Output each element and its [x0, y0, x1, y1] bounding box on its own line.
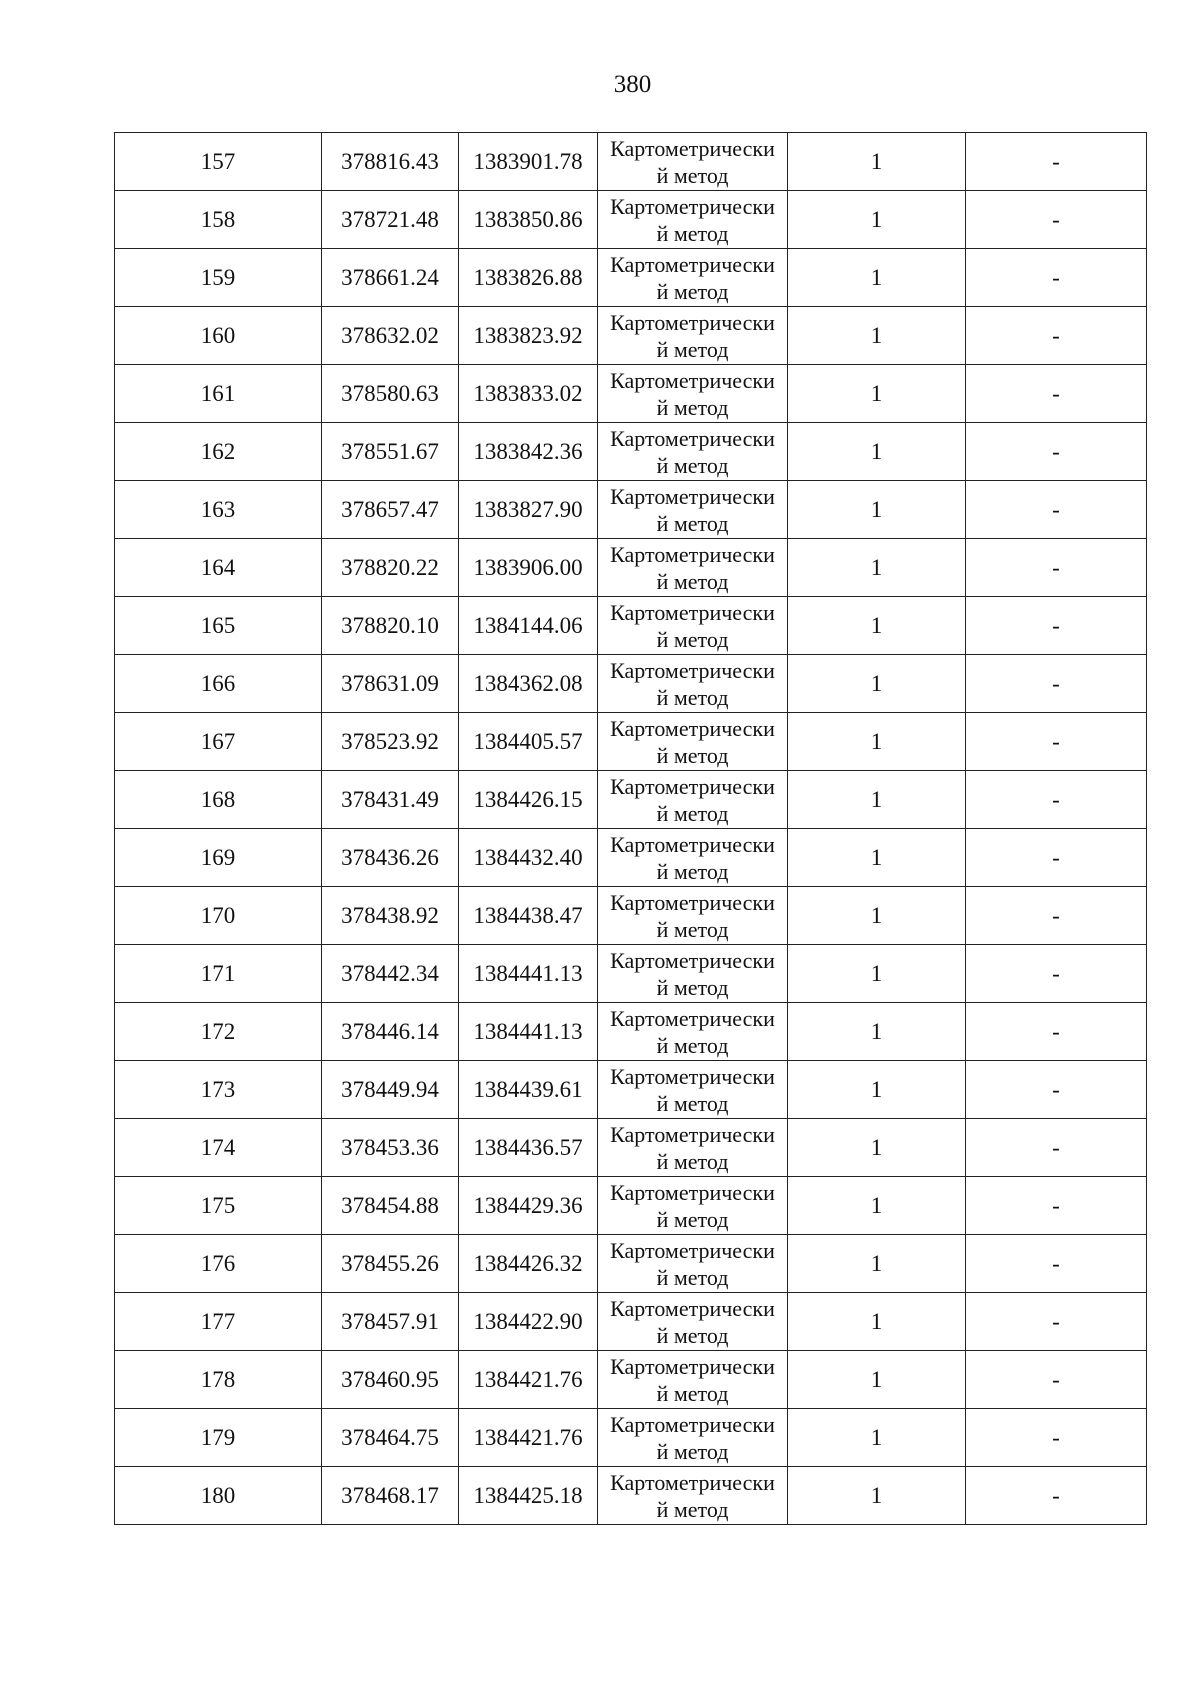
point-number-cell: 158: [115, 191, 322, 249]
point-number-cell: 173: [115, 1061, 322, 1119]
method-cell: Картометрически й метод: [598, 1467, 788, 1525]
method-cell: Картометрически й метод: [598, 1119, 788, 1177]
method-cell: Картометрически й метод: [598, 713, 788, 771]
table-row: [115, 1119, 1147, 1177]
x-coordinate-cell: 378464.75: [322, 1409, 459, 1467]
y-coordinate-cell: 1384144.06: [459, 597, 598, 655]
note-cell: -: [966, 539, 1147, 597]
x-coordinate-cell: 378551.67: [322, 423, 459, 481]
method-cell: Картометрически й метод: [598, 1235, 788, 1293]
y-coordinate-cell: 1383901.78: [459, 133, 598, 191]
point-number-cell: 160: [115, 307, 322, 365]
table-row: [115, 1061, 1147, 1119]
method-cell: Картометрически й метод: [598, 597, 788, 655]
table-row: [115, 945, 1147, 1003]
note-cell: -: [966, 771, 1147, 829]
note-cell: -: [966, 1409, 1147, 1467]
point-number-cell: 168: [115, 771, 322, 829]
x-coordinate-cell: 378721.48: [322, 191, 459, 249]
method-cell: Картометрически й метод: [598, 423, 788, 481]
table-row: [115, 249, 1147, 307]
note-cell: -: [966, 365, 1147, 423]
y-coordinate-cell: 1384441.13: [459, 945, 598, 1003]
table-row: [115, 307, 1147, 365]
table-row: [115, 597, 1147, 655]
table-body: [115, 133, 1147, 1525]
table-row: [115, 133, 1147, 191]
accuracy-cell: 1: [788, 655, 966, 713]
accuracy-cell: 1: [788, 887, 966, 945]
accuracy-cell: 1: [788, 945, 966, 1003]
table-row: [115, 887, 1147, 945]
x-coordinate-cell: 378442.34: [322, 945, 459, 1003]
coordinates-table: [114, 132, 1147, 1525]
y-coordinate-cell: 1384438.47: [459, 887, 598, 945]
note-cell: -: [966, 481, 1147, 539]
method-cell: Картометрически й метод: [598, 655, 788, 713]
page-number: 380: [613, 71, 652, 98]
point-number-cell: 162: [115, 423, 322, 481]
accuracy-cell: 1: [788, 1177, 966, 1235]
accuracy-cell: 1: [788, 423, 966, 481]
table-row: [115, 1467, 1147, 1525]
y-coordinate-cell: 1383823.92: [459, 307, 598, 365]
note-cell: -: [966, 1003, 1147, 1061]
method-cell: Картометрически й метод: [598, 771, 788, 829]
accuracy-cell: 1: [788, 1467, 966, 1525]
point-number-cell: 179: [115, 1409, 322, 1467]
method-cell: Картометрически й метод: [598, 1177, 788, 1235]
x-coordinate-cell: 378457.91: [322, 1293, 459, 1351]
x-coordinate-cell: 378438.92: [322, 887, 459, 945]
point-number-cell: 177: [115, 1293, 322, 1351]
accuracy-cell: 1: [788, 1351, 966, 1409]
y-coordinate-cell: 1384426.15: [459, 771, 598, 829]
method-cell: Картометрически й метод: [598, 191, 788, 249]
method-cell: Картометрически й метод: [598, 1293, 788, 1351]
point-number-cell: 170: [115, 887, 322, 945]
y-coordinate-cell: 1384405.57: [459, 713, 598, 771]
x-coordinate-cell: 378820.10: [322, 597, 459, 655]
accuracy-cell: 1: [788, 1293, 966, 1351]
y-coordinate-cell: 1383850.86: [459, 191, 598, 249]
x-coordinate-cell: 378431.49: [322, 771, 459, 829]
method-cell: Картометрически й метод: [598, 249, 788, 307]
point-number-cell: 161: [115, 365, 322, 423]
accuracy-cell: 1: [788, 1061, 966, 1119]
table-row: [115, 191, 1147, 249]
point-number-cell: 157: [115, 133, 322, 191]
note-cell: -: [966, 1235, 1147, 1293]
note-cell: -: [966, 133, 1147, 191]
accuracy-cell: 1: [788, 133, 966, 191]
method-cell: Картометрически й метод: [598, 829, 788, 887]
note-cell: -: [966, 307, 1147, 365]
x-coordinate-cell: 378455.26: [322, 1235, 459, 1293]
y-coordinate-cell: 1384439.61: [459, 1061, 598, 1119]
accuracy-cell: 1: [788, 829, 966, 887]
method-cell: Картометрически й метод: [598, 133, 788, 191]
accuracy-cell: 1: [788, 1235, 966, 1293]
y-coordinate-cell: 1383833.02: [459, 365, 598, 423]
point-number-cell: 176: [115, 1235, 322, 1293]
note-cell: -: [966, 1177, 1147, 1235]
table-row: [115, 713, 1147, 771]
x-coordinate-cell: 378632.02: [322, 307, 459, 365]
x-coordinate-cell: 378820.22: [322, 539, 459, 597]
table-row: [115, 1409, 1147, 1467]
table-row: [115, 1293, 1147, 1351]
point-number-cell: 171: [115, 945, 322, 1003]
point-number-cell: 163: [115, 481, 322, 539]
method-cell: Картометрически й метод: [598, 945, 788, 1003]
method-cell: Картометрически й метод: [598, 1061, 788, 1119]
method-cell: Картометрически й метод: [598, 539, 788, 597]
table-row: [115, 365, 1147, 423]
note-cell: -: [966, 945, 1147, 1003]
method-cell: Картометрически й метод: [598, 365, 788, 423]
table-row: [115, 1003, 1147, 1061]
note-cell: -: [966, 249, 1147, 307]
note-cell: -: [966, 191, 1147, 249]
y-coordinate-cell: 1383842.36: [459, 423, 598, 481]
x-coordinate-cell: 378436.26: [322, 829, 459, 887]
method-cell: Картометрически й метод: [598, 887, 788, 945]
note-cell: -: [966, 597, 1147, 655]
point-number-cell: 172: [115, 1003, 322, 1061]
x-coordinate-cell: 378454.88: [322, 1177, 459, 1235]
method-cell: Картометрически й метод: [598, 1351, 788, 1409]
accuracy-cell: 1: [788, 597, 966, 655]
x-coordinate-cell: 378657.47: [322, 481, 459, 539]
note-cell: -: [966, 1351, 1147, 1409]
y-coordinate-cell: 1383826.88: [459, 249, 598, 307]
accuracy-cell: 1: [788, 1119, 966, 1177]
accuracy-cell: 1: [788, 539, 966, 597]
point-number-cell: 174: [115, 1119, 322, 1177]
table-row: [115, 539, 1147, 597]
point-number-cell: 178: [115, 1351, 322, 1409]
y-coordinate-cell: 1384421.76: [459, 1351, 598, 1409]
table-row: [115, 1235, 1147, 1293]
point-number-cell: 166: [115, 655, 322, 713]
accuracy-cell: 1: [788, 365, 966, 423]
point-number-cell: 169: [115, 829, 322, 887]
note-cell: -: [966, 1293, 1147, 1351]
note-cell: -: [966, 1119, 1147, 1177]
y-coordinate-cell: 1384436.57: [459, 1119, 598, 1177]
point-number-cell: 180: [115, 1467, 322, 1525]
y-coordinate-cell: 1383827.90: [459, 481, 598, 539]
table-row: [115, 481, 1147, 539]
note-cell: -: [966, 1061, 1147, 1119]
method-cell: Картометрически й метод: [598, 1409, 788, 1467]
x-coordinate-cell: 378580.63: [322, 365, 459, 423]
x-coordinate-cell: 378446.14: [322, 1003, 459, 1061]
accuracy-cell: 1: [788, 249, 966, 307]
y-coordinate-cell: 1384425.18: [459, 1467, 598, 1525]
note-cell: -: [966, 1467, 1147, 1525]
table-row: [115, 829, 1147, 887]
note-cell: -: [966, 713, 1147, 771]
point-number-cell: 164: [115, 539, 322, 597]
table-row: [115, 423, 1147, 481]
method-cell: Картометрически й метод: [598, 307, 788, 365]
accuracy-cell: 1: [788, 307, 966, 365]
note-cell: -: [966, 423, 1147, 481]
x-coordinate-cell: 378460.95: [322, 1351, 459, 1409]
x-coordinate-cell: 378453.36: [322, 1119, 459, 1177]
accuracy-cell: 1: [788, 191, 966, 249]
point-number-cell: 159: [115, 249, 322, 307]
table-row: [115, 771, 1147, 829]
y-coordinate-cell: 1384421.76: [459, 1409, 598, 1467]
note-cell: -: [966, 829, 1147, 887]
table-row: [115, 1177, 1147, 1235]
accuracy-cell: 1: [788, 771, 966, 829]
y-coordinate-cell: 1384429.36: [459, 1177, 598, 1235]
accuracy-cell: 1: [788, 1003, 966, 1061]
method-cell: Картометрически й метод: [598, 1003, 788, 1061]
y-coordinate-cell: 1384432.40: [459, 829, 598, 887]
y-coordinate-cell: 1383906.00: [459, 539, 598, 597]
point-number-cell: 165: [115, 597, 322, 655]
y-coordinate-cell: 1384422.90: [459, 1293, 598, 1351]
table-row: [115, 655, 1147, 713]
x-coordinate-cell: 378816.43: [322, 133, 459, 191]
accuracy-cell: 1: [788, 1409, 966, 1467]
note-cell: -: [966, 655, 1147, 713]
y-coordinate-cell: 1384426.32: [459, 1235, 598, 1293]
accuracy-cell: 1: [788, 713, 966, 771]
point-number-cell: 175: [115, 1177, 322, 1235]
x-coordinate-cell: 378468.17: [322, 1467, 459, 1525]
y-coordinate-cell: 1384441.13: [459, 1003, 598, 1061]
x-coordinate-cell: 378631.09: [322, 655, 459, 713]
method-cell: Картометрически й метод: [598, 481, 788, 539]
y-coordinate-cell: 1384362.08: [459, 655, 598, 713]
point-number-cell: 167: [115, 713, 322, 771]
note-cell: -: [966, 887, 1147, 945]
x-coordinate-cell: 378523.92: [322, 713, 459, 771]
x-coordinate-cell: 378449.94: [322, 1061, 459, 1119]
accuracy-cell: 1: [788, 481, 966, 539]
table-row: [115, 1351, 1147, 1409]
x-coordinate-cell: 378661.24: [322, 249, 459, 307]
